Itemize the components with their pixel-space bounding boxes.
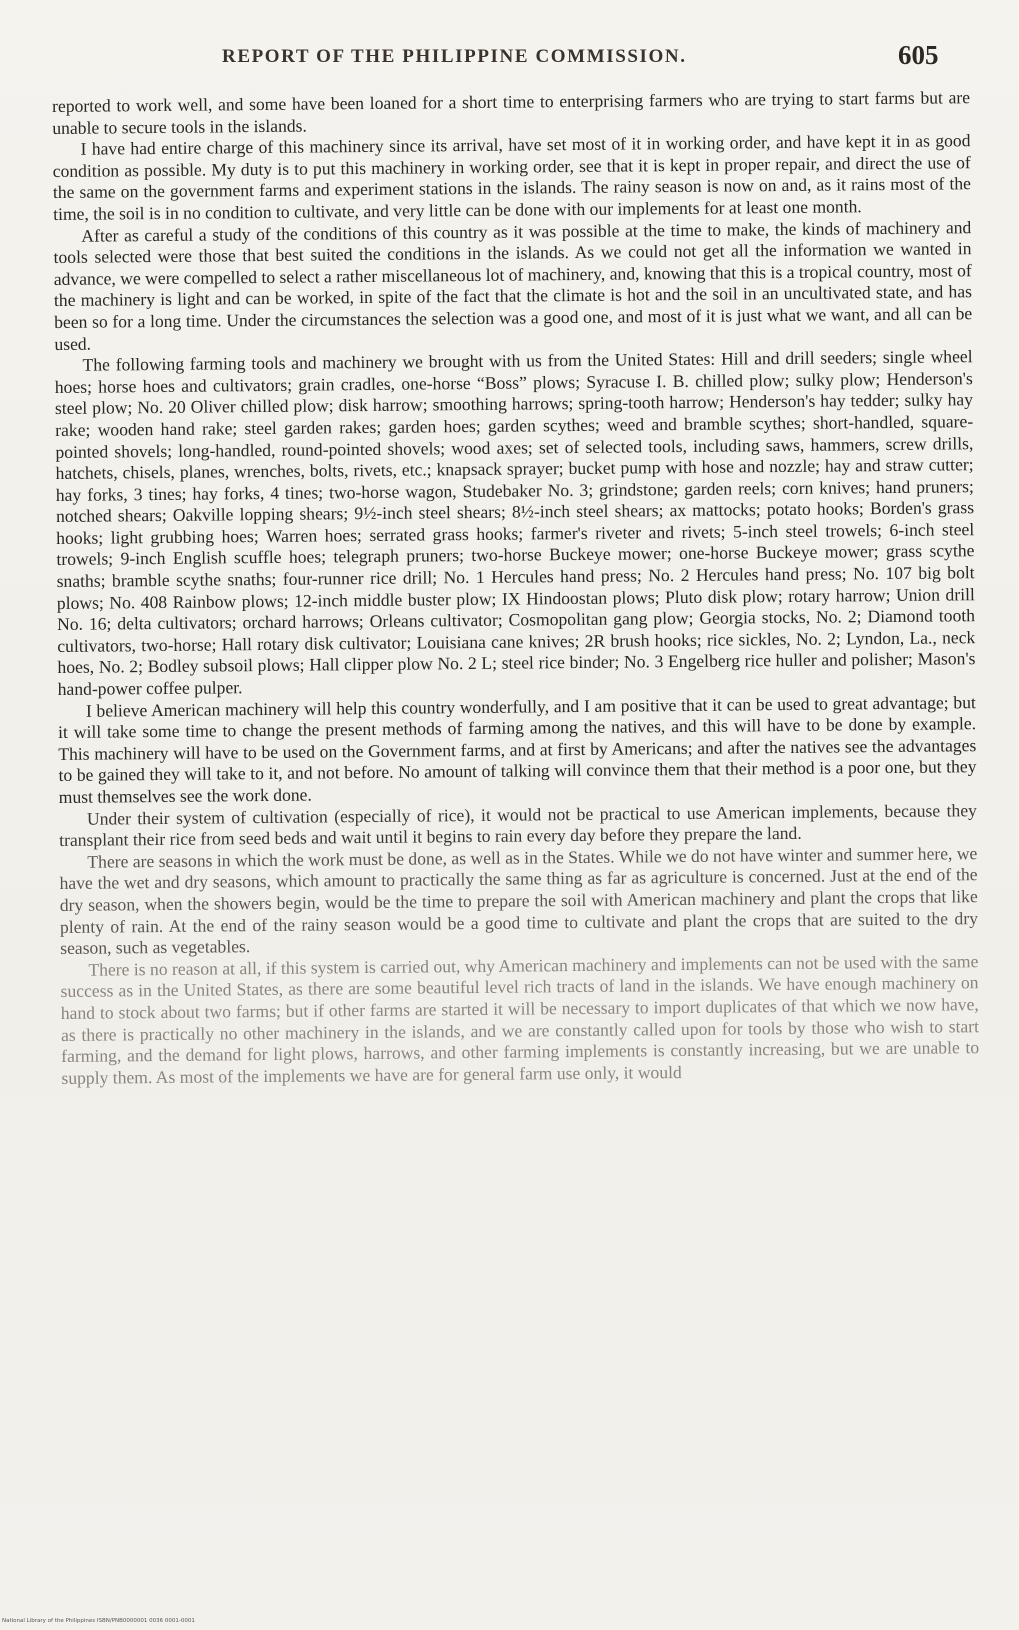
page-header: [0, 40, 1019, 80]
body-text: [52, 87, 979, 1089]
paragraph-3: After as careful a study of the conditions of this country as it was possible at the time to make, the kinds of machinery and tools selected were those that best suited the conditions in the islands. As we could not get all the information we wanted in advance, we were compelled to select a rather miscellaneous lot of machinery, and, knowing that this is a tropical country, most of the machinery is light and can be worked, in spite of the fact that the climate is hot and the soil in an uncultivated state, and has been so for a long time. Under the circumstances the selection was a good one, and most of it is just what we want, and all can be used.: [53, 216, 973, 354]
paragraph-5: I believe American machinery will help this country wonderfully, and I am positive that it can be used to great advantage; but it will take some time to change the present methods of farming among the natives, and this will have to be done by example. This machinery will have to be used on the Government farms, and at first by Americans; and after the natives see the advantages to be gained they will take to it, and not before. No amount of talking will convince them that their method is a poor one, but they must themselves see the work done.: [58, 691, 977, 807]
paragraph-8: There is no reason at all, if this system is carried out, why American machinery and implements can not be used with the same success as in the United States, as there are some beautiful level rich tracts of land in the islands. We have enough machinery on hand to stock about two farms; but if other farms are started it will be necessary to import duplicates of that which we now have, as there is practically no other machinery in the islands, and we are constantly called upon for tools by those who wish to start farming, and the demand for light plows, harrows, and other farming implements is constantly increasing, but we are unable to supply them. As most of the implements we have are for general farm use only, it would: [60, 950, 980, 1088]
paragraph-7: There are seasons in which the work must be done, as well as in the States. While we do not have winter and summer here, we have the wet and dry seasons, which amount to practically the same thing as far as agriculture is concerned. Just at the end of the dry season, when the showers begin, would be the time to prepare the soil with American machinery and plant the crops that like plenty of rain. At the end of the rainy season would be a good time to cultivate and plant the crops that are suited to the dry season, such as vegetables.: [59, 842, 979, 959]
paragraph-2: I have had entire charge of this machinery since its arrival, have set most of it in working order, and have kept it in as good condition as possible. My duty is to put this machinery in working order, see that it is kept in proper repair, and direct the use of the same on the government farms and experiment stations in the islands. The rainy season is now on and, as it rains most of the time, the soil is in no condition to cultivate, and very little can be done with our implements for at least one month.: [52, 130, 971, 224]
paragraph-6: Under their system of cultivation (especially of rice), it would not be practical to use American implements, because they transplant their rice from seed beds and wait until it begins to rain every day before they prepare the land.: [59, 799, 977, 851]
paragraph-1: reported to work well, and some have been loaned for a short time to enterprising farmers who are trying to start farms but are unable to secure tools in the islands.: [52, 87, 971, 138]
page-number: 605: [898, 40, 939, 70]
scan-credit: National Library of the Philippines ISBN/PNB0000001 0036 0001-0001: [2, 1618, 195, 1624]
running-head: REPORT OF THE PHILIPPINE COMMISSION.: [222, 46, 687, 67]
paragraph-4-equipment-list: The following farming tools and machinery we brought with us from the United States: Hill and drill seeders; single wheel hoes; horse hoes and cultivators; grain cradles, one-horse “Boss” plows; Syracuse I. B. chilled plow; sulky plow; Henderson's steel plow; No. 20 Oliver chilled plow; disk harrow; smoothing harrows; spring-tooth harrow; Henderson's hay tedder; sulky hay rake; wooden hand rake; steel garden rakes; garden hoes; garden scythes; weed and bramble scythes; short-handled, square-pointed shovels; long-handled, round-pointed shovels; wood axes; set of selected tools, including saws, hammers, screw drills, hatchets, chisels, planes, wrenches, bolts, rivets, etc.; knapsack sprayer; bucket pump with hose and nozzle; hay and straw cutter; hay forks, 3 tines; hay forks, 4 tines; two-horse wagon, Studebaker No. 3; grindstone; garden reels; corn knives; hand pruners; notched shears; Oakville lopping shears; 9½-inch steel shears; 8½-inch steel shears; ax mattocks; potato hooks; Borden's grass hooks; light grubbing hoes; Warren hoes; serrated grass hooks; farmer's riveter and rivets; 5-inch steel trowels; 6-inch steel trowels; 9-inch English scuffle hoes; telegraph pruners; two-horse Buckeye mower; one-horse Buckeye mower; grass scythe snaths; bramble scythe snaths; four-runner rice drill; No. 1 Hercules hand press; No. 2 Hercules hand press; No. 107 big bolt plows; No. 408 Rainbow plows; 12-inch middle buster plow; IX Hindoostan plows; Pluto disk plow; rotary harrow; Union drill No. 16; delta cultivators; orchard harrows; Orleans cultivator; Cosmopolitan gang plow; Georgia stocks, No. 2; Diamond tooth cultivators, two-horse; Hall rotary disk cultivator; Louisiana cane knives; 2R brush hooks; rice sickles, No. 2; Lyndon, La., neck hoes, No. 2; Bodley subsoil plows; Hall clipper plow No. 2 L; steel rice binder; No. 3 Engelberg rice huller and polisher; Mason's hand-power coffee pulper.: [54, 346, 976, 700]
